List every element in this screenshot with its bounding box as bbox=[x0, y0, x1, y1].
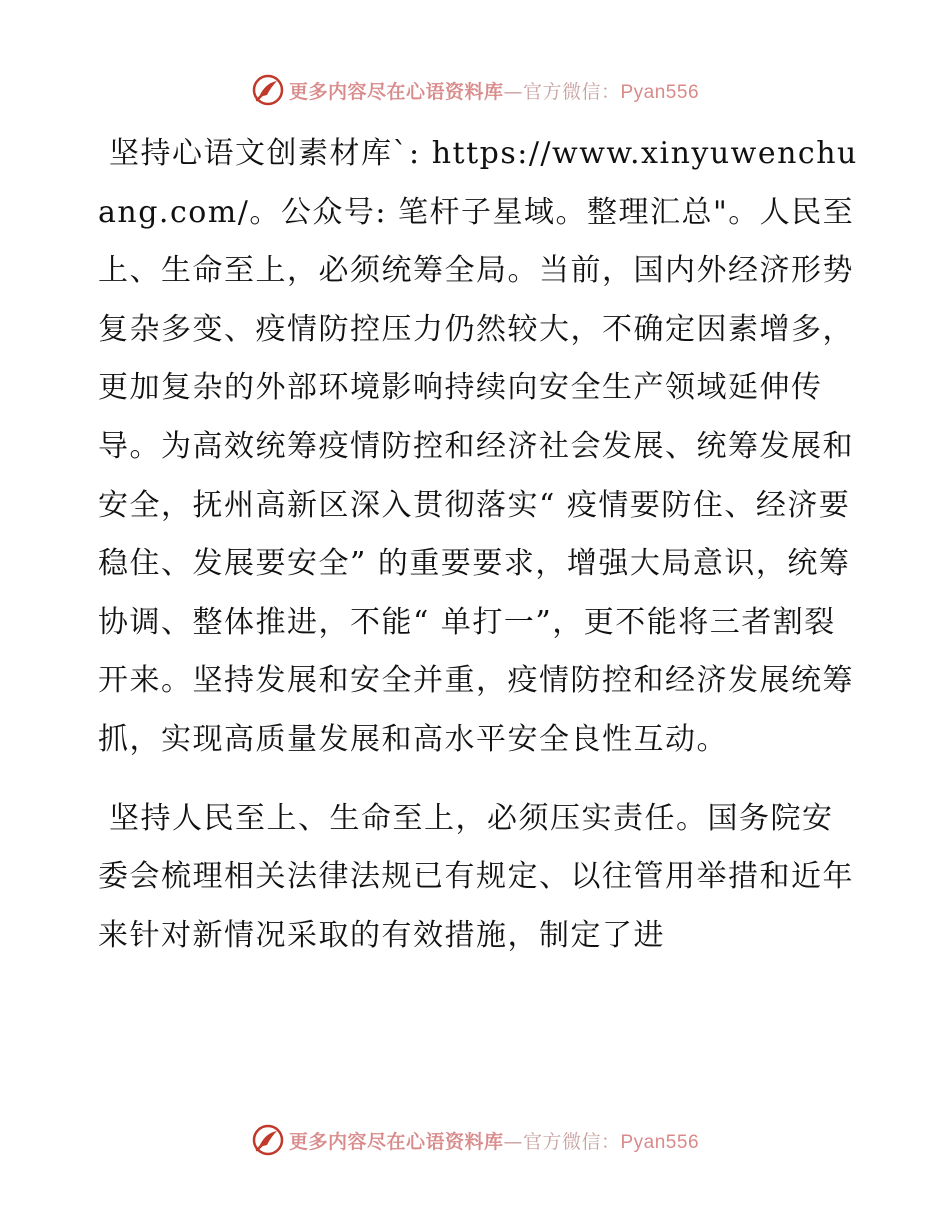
document-body bbox=[98, 125, 858, 965]
header-wechat-id: Pyan556 bbox=[620, 81, 700, 103]
footer-separator: — bbox=[503, 1130, 523, 1153]
footer-banner-text bbox=[289, 1127, 699, 1154]
paragraph-1: 坚持心语文创素材库`: https://www.xinyuwenchuang.com/。公众号: 笔杆子星域。整理汇总"。人民至上、生命至上，必须统筹全局。当前，国内外经济形势复杂多变、疫情防控压力仍然较大，不确定因素增多，更加复杂的外部环境影响持续向安全生产领域延伸传导。为高效统筹疫情防控和经济社会发展、统筹发展和安全，抚州高新区深入贯彻落实“ 疫情要防住、经济要稳住、发展要安全” 的重要要求，增强大局意识，统筹协调、整体推进，不能“ 单打一”，更不能将三者割裂开来。坚持发展和安全并重，疫情防控和经济发展统筹抓，实现高质量发展和高水平安全良性互动。 bbox=[98, 136, 858, 757]
header-brand-text: 更多内容尽在心语资料库 bbox=[288, 80, 504, 103]
footer-brand-text: 更多内容尽在心语资料库 bbox=[288, 1130, 504, 1153]
footer-wechat-label: 官方微信： bbox=[522, 1130, 621, 1153]
brush-logo-icon bbox=[251, 1123, 285, 1157]
page-header-banner bbox=[0, 70, 950, 110]
header-banner-text bbox=[289, 77, 699, 104]
paragraph-2: 坚持人民至上、生命至上，必须压实责任。国务院安委会梳理相关法律法规已有规定、以往管用举措和近年来针对新情况采取的有效措施，制定了进 bbox=[98, 800, 854, 953]
page-footer-banner bbox=[0, 1120, 950, 1160]
brush-logo-icon bbox=[251, 73, 285, 107]
header-separator: — bbox=[503, 80, 523, 103]
footer-wechat-id: Pyan556 bbox=[620, 1131, 700, 1153]
header-wechat-label: 官方微信： bbox=[522, 80, 621, 103]
